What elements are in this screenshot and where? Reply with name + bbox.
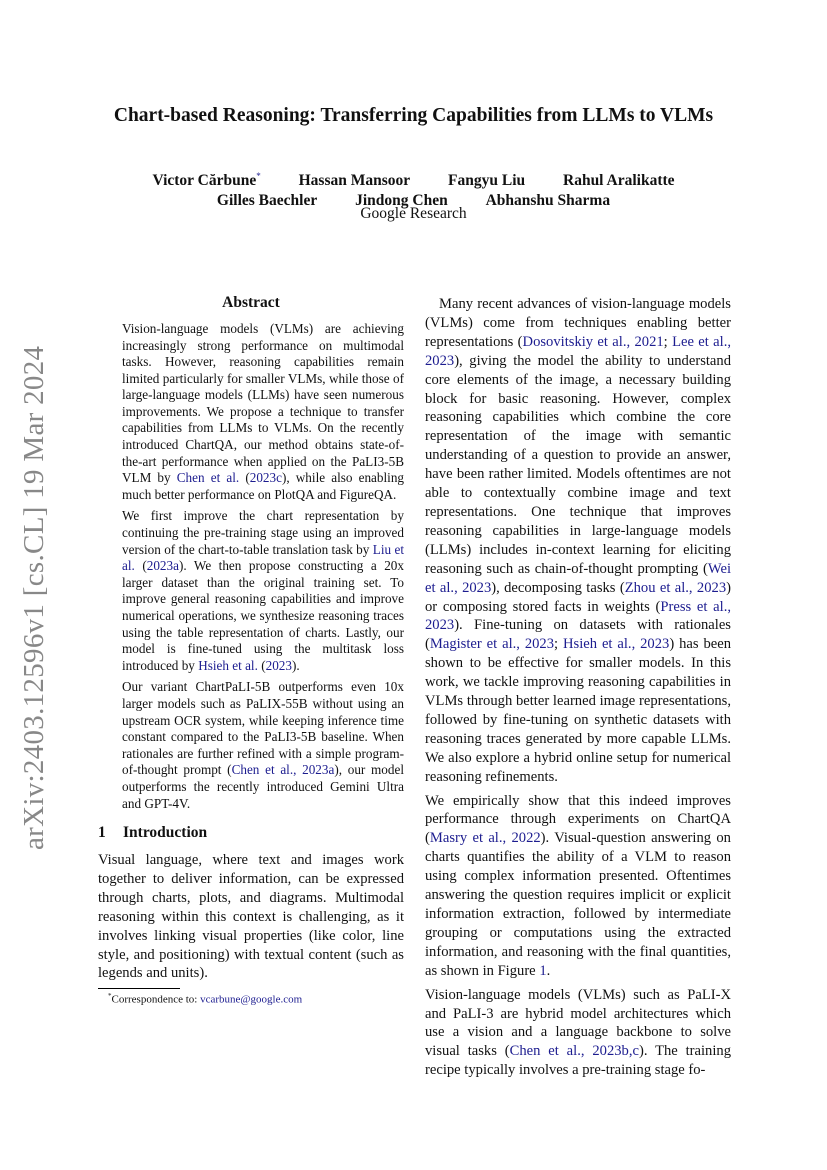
text: ). We then propose constructing a 20x larger dataset than the original training set. To improve general reasoning capabilities and improve numerical operations, we synthesize reasoning traces using the table representation of charts. Lastly, our model is fine-tuned using the multitask loss introduced by (122, 558, 404, 673)
text: ( (134, 558, 147, 574)
author-name: Victor Cărbune (152, 172, 257, 190)
text: ) or composing stored facts in weights ( (425, 579, 731, 615)
text: ) has been shown to be effective for smaller models. In this work, we tackle improving reasoning capabilities in VLMs through better learned image representations, followed by fine-tuning on synthetic datasets with reasoning traces generated by more capable LLMs. We also explore a hybrid online setup for numerical reasoning refinements. (425, 636, 732, 785)
citation-link[interactable]: Lee et al., 2023 (425, 333, 731, 369)
text: ). (291, 657, 300, 673)
text: Many recent advances of vision-language models (VLMs) come from techniques enabling better representations ( (425, 296, 731, 350)
author: Abhanshu Sharma (485, 192, 611, 210)
author: Jindong Chen (355, 192, 448, 210)
footnote-text: Correspondence to: (111, 994, 201, 1007)
text: We first improve the chart representation by continuing the pre-training stage using an improved version of the chart-to-table translation task by (122, 508, 404, 557)
citation-link[interactable]: Hsieh et al. (198, 657, 258, 673)
citation-link[interactable]: Liu et al. (122, 541, 404, 574)
intro-paragraph-4 (425, 986, 731, 1081)
abstract-paragraph-3 (122, 679, 404, 812)
author-footnote-mark[interactable]: * (256, 171, 261, 181)
author: Fangyu Liu (448, 172, 526, 190)
text: ( (257, 657, 266, 673)
section-title: Introduction (123, 824, 208, 842)
author (152, 172, 260, 189)
left-column (98, 294, 404, 1007)
citation-link[interactable]: 2023 (265, 657, 292, 673)
footnote-mark: * (108, 992, 112, 1001)
citation-link[interactable]: Dosovitskiy et al., 2021 (522, 333, 664, 350)
citation-link[interactable]: Masry et al., 2022 (429, 830, 541, 847)
citation-link[interactable]: Magister et al., 2023 (429, 636, 555, 653)
text: ). Fine-tuning on datasets with rationales ( (425, 617, 731, 653)
section-heading-introduction (98, 824, 404, 843)
author: Gilles Baechler (216, 192, 318, 210)
citation-link[interactable]: Chen et al. (176, 470, 240, 486)
text: We empirically show that this indeed improves performance through experiments on ChartQA ( (425, 792, 731, 847)
author-row-1 (0, 166, 827, 191)
text: ). The training recipe typically involves a pre-training stage fo- (425, 1043, 731, 1079)
text: ), giving the model the ability to understand core elements of the image, a necessary building block for basic reasoning. However, complex reasoning capabilities which combine the core representation of the image with semantic understanding of a question to provide an answer, have been rather limited. Models oftentimes are not able to contextually combine image and text representations. One technique that improves reasoning capabilities in large-language models (LLMs) includes in-context learning for eliciting reasoning such as chain-of-thought prompting ( (425, 352, 731, 577)
abstract-heading: Abstract (222, 294, 280, 311)
intro-paragraph-3 (425, 792, 731, 981)
right-column (425, 295, 731, 1085)
citation-link[interactable]: Hsieh et al., 2023 (563, 636, 670, 653)
citation-link[interactable]: Press et al., 2023 (425, 598, 731, 634)
citation-link[interactable]: Zhou et al., 2023 (624, 579, 727, 596)
citation-link[interactable]: Wei et al., 2023 (425, 560, 731, 596)
citation-link[interactable]: 2023c (249, 470, 282, 486)
text: Vision-language models (VLMs) are achieving increasingly strong performance on multimodal tasks. However, reasoning capabilities remain limited particularly for smaller VLMs, while those of large-language models (LLMs) have seen numerous improvements. We propose a technique to transfer capabilities from LLMs to VLMs. On the recently introduced ChartQA, our method obtains state-of-the-art performance when applied on the PaLI3-5B VLM by (122, 320, 404, 486)
intro-paragraph-1: Visual language, where text and images work together to deliver information, can be expressed through charts, plots, and diagrams. Multimodal reasoning within this context is challenging, as it involves linking visual properties (like color, line style, and positioning) with textual content (such as legends and units). (98, 852, 404, 982)
paper-title: Chart-based Reasoning: Transferring Capabilities from LLMs to VLMs (113, 105, 714, 126)
text: ( (239, 470, 250, 486)
email-link[interactable]: vcarbune@google.com (200, 994, 303, 1007)
text: ; (554, 636, 563, 653)
abstract-paragraph-2 (122, 508, 404, 674)
arxiv-identifier-stamp: arXiv:2403.12596v1 [cs.CL] 19 Mar 2024 (18, 345, 50, 850)
text: ; (663, 333, 673, 350)
citation-link[interactable]: 2023a (146, 558, 179, 574)
text: ), while also enabling much better performance on PlotQA and FigureQA. (122, 470, 405, 502)
text: . (546, 962, 551, 979)
citation-link[interactable]: Chen et al., 2023b,c (509, 1043, 639, 1060)
text: ), our model outperforms the recently introduced Gemini Ultra and GPT-4V. (122, 762, 404, 811)
text: Our variant ChartPaLI-5B outperforms even 10x larger models such as PaLIX-55B without using an upstream OCR system, while keeping inference time constant compared to the PaLI3-5B baseline. When rationales are further refined with a simple program-of-thought prompt ( (122, 679, 404, 778)
section-number: 1 (98, 824, 106, 842)
text: ), decomposing tasks ( (491, 579, 625, 596)
footnote (108, 989, 404, 1007)
figure-reference-link[interactable]: 1 (539, 962, 547, 979)
abstract-paragraph-1 (122, 321, 404, 504)
affiliation: Google Research (360, 205, 467, 222)
citation-link[interactable]: Chen et al., 2023a (231, 762, 335, 778)
intro-paragraph-2 (425, 295, 731, 787)
author: Hassan Mansoor (298, 172, 411, 190)
text: ). Visual-question answering on charts quantifies the ability of a VLM to reason using complex information presented. Oftentimes answering the question requires implicit or explicit information extraction, followed by intermediate grouping or computations using the extracted information, and reasoning with the final quantities, as shown in Figure (425, 830, 731, 979)
author: Rahul Aralikatte (563, 172, 675, 190)
text: Vision-language models (VLMs) such as PaLI-X and PaLI-3 are hybrid model architectures which use a vision and a language backbone to solve visual tasks ( (425, 986, 731, 1060)
